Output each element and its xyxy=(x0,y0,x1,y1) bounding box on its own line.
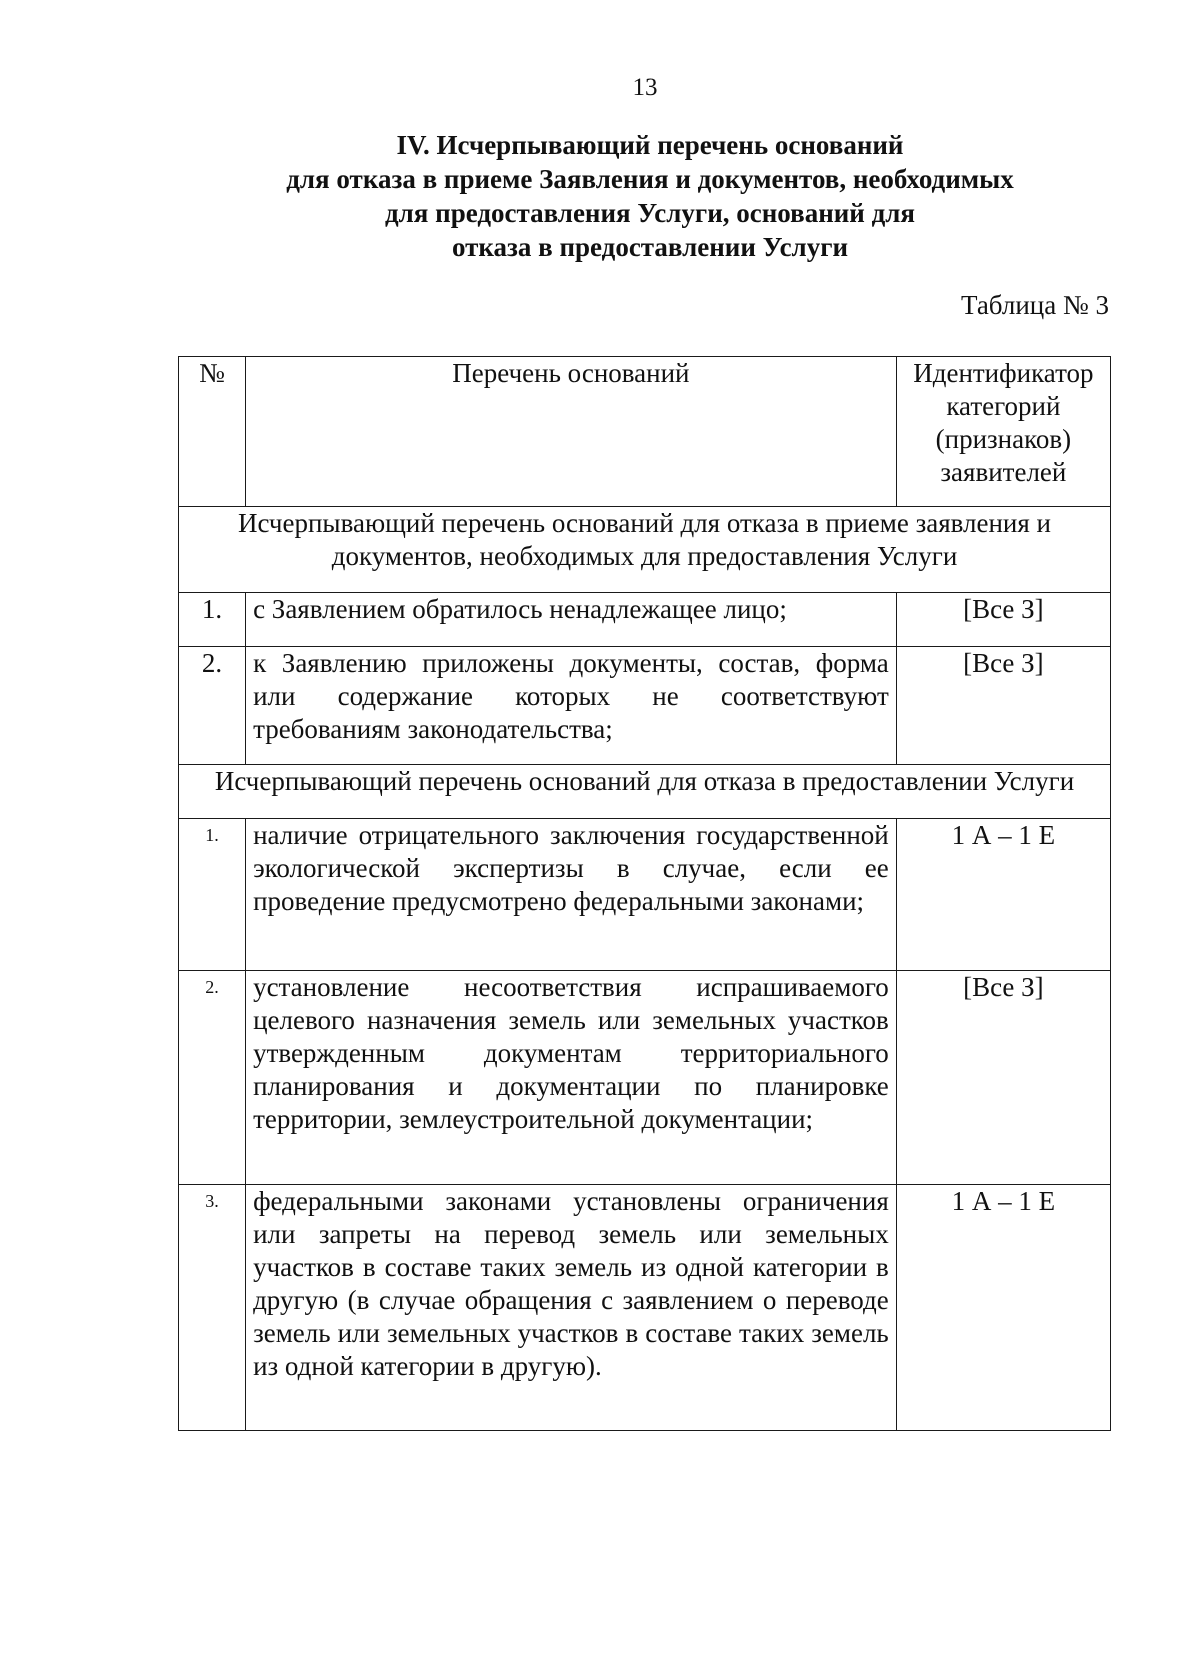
header-identifier: Идентификатор категорий (признаков) заявителей xyxy=(896,357,1110,507)
table-row xyxy=(179,971,1111,1185)
grounds-table xyxy=(178,356,1111,1431)
heading-line: для предоставления Услуги, оснований для xyxy=(384,198,916,228)
page-number: 13 xyxy=(632,74,658,101)
row-identifier: [Все З] xyxy=(896,593,1110,647)
section-heading xyxy=(180,128,1120,264)
section-title-refusal: Исчерпывающий перечень оснований для отказа в предоставлении Услуги xyxy=(179,765,1111,819)
row-identifier: 1 А – 1 Е xyxy=(896,819,1110,971)
row-identifier: [Все З] xyxy=(896,971,1110,1185)
table-header-row xyxy=(179,357,1111,507)
section-title-reception: Исчерпывающий перечень оснований для отказа в приеме заявления и документов, необходимых для предоставления Услуги xyxy=(179,507,1111,593)
row-text: с Заявлением обратилось ненадлежащее лицо; xyxy=(246,593,897,647)
row-text: федеральными законами установлены ограничения или запреты на перевод земель или земельных участков в составе таких земель из одной категории в другую (в случае обращения с заявлением о переводе земель или земельных участков в составе таких земель из одной категории в другую). xyxy=(246,1185,897,1431)
row-number: 3. xyxy=(179,1185,246,1431)
row-text: установление несоответствия испрашиваемого целевого назначения земель или земельных участков утвержденным документам территориального планирования и документации по планировке территории, землеустроительной документации; xyxy=(246,971,897,1185)
heading-line: для отказа в приеме Заявления и документов, необходимых xyxy=(286,164,1014,194)
header-number: № xyxy=(179,357,246,507)
section-title-row xyxy=(179,765,1111,819)
row-number: 1. xyxy=(179,819,246,971)
row-identifier: [Все З] xyxy=(896,647,1110,765)
row-identifier: 1 А – 1 Е xyxy=(896,1185,1110,1431)
heading-line: IV. Исчерпывающий перечень оснований xyxy=(396,130,904,160)
row-number: 1. xyxy=(179,593,246,647)
table-row xyxy=(179,1185,1111,1431)
row-text: наличие отрицательного заключения государственной экологической экспертизы в случае, если ее проведение предусмотрено федеральными законами; xyxy=(246,819,897,971)
table-row xyxy=(179,647,1111,765)
section-title-row xyxy=(179,507,1111,593)
row-number: 2. xyxy=(179,971,246,1185)
table-row xyxy=(179,819,1111,971)
row-text: к Заявлению приложены документы, состав, форма или содержание которых не соответствуют требованиям законодательства; xyxy=(246,647,897,765)
header-grounds: Перечень оснований xyxy=(246,357,897,507)
table-caption: Таблица № 3 xyxy=(961,290,1109,320)
heading-line: отказа в предоставлении Услуги xyxy=(451,232,849,262)
table-row xyxy=(179,593,1111,647)
row-number: 2. xyxy=(179,647,246,765)
